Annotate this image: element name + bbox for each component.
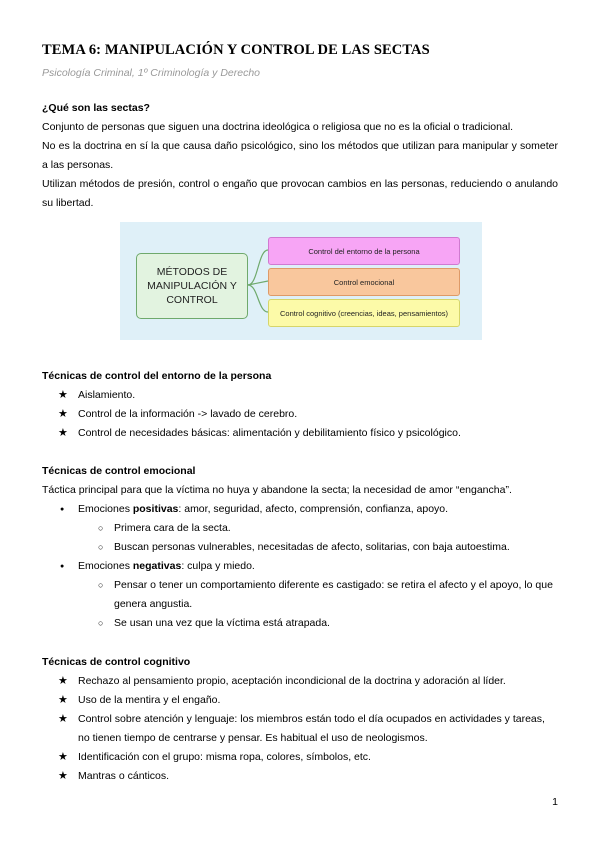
page-subtitle: Psicología Criminal, 1º Criminología y Derecho (42, 67, 261, 79)
sub-item: ○ Pensar o tener un comportamiento diferente es castigado: se retira el afecto y el apoyo, lo que genera angustia. (42, 576, 558, 614)
connector-line (248, 285, 268, 312)
list-item: ★ Aislamiento. (42, 386, 558, 405)
emocional-section (42, 462, 558, 633)
intro-paragraph: Conjunto de personas que siguen una doctrina ideológica o religiosa que no es la oficial o tradicional. (42, 121, 514, 133)
cognitivo-list (42, 672, 558, 786)
list-item: ★ Uso de la mentira y el engaño. (42, 691, 558, 710)
emocional-list (42, 500, 558, 633)
list-item: ★ Control sobre atención y lenguaje: los miembros están todo el día ocupados en actividades y tareas, no tienen tiempo de centrarse y pensar. Es habitual el uso de neologismos. (42, 710, 558, 748)
item-emphasis: negativas (132, 560, 182, 572)
emocional-intro: Táctica principal para que la víctima no huya y abandone la secta; la necesidad de amor “engancha”. (42, 484, 512, 496)
diagram-branch-cognitivo: Control cognitivo (creencias, ideas, pensamientos) (268, 299, 460, 327)
intro-section (42, 99, 558, 213)
sub-item: ○ Buscan personas vulnerables, necesitadas de afecto, solitarias, con baja autoestima. (42, 538, 558, 557)
intro-heading: ¿Qué son las sectas? (42, 102, 150, 114)
sub-item: ○ Primera cara de la secta. (42, 519, 558, 538)
list-item: ★ Control de la información -> lavado de cerebro. (42, 405, 558, 424)
item-text: : amor, seguridad, afecto, comprensión, confianza, apoyo. (178, 503, 449, 515)
entorno-section (42, 367, 558, 443)
item-text: Emociones (78, 560, 133, 572)
item-emphasis: positivas (132, 503, 179, 515)
sub-item: ○ Se usan una vez que la víctima está atrapada. (42, 614, 558, 633)
page-title: TEMA 6: MANIPULACIÓN Y CONTROL DE LAS SECTAS (42, 42, 430, 58)
intro-paragraph: No es la doctrina en sí la que causa daño psicológico, sino los métodos que utilizan para manipular y someter a las personas. (42, 140, 558, 171)
diagram-main-node: MÉTODOS DE MANIPULACIÓN Y CONTROL (136, 253, 248, 319)
diagram-branch-emocional: Control emocional (268, 268, 460, 296)
connector-line (248, 250, 268, 285)
list-item: ★ Identificación con el grupo: misma ropa, colores, símbolos, etc. (42, 748, 558, 767)
item-text: : culpa y miedo. (181, 560, 255, 572)
list-item: ★ Rechazo al pensamiento propio, aceptación incondicional de la doctrina y adoración al líder. (42, 672, 558, 691)
methods-diagram (120, 222, 482, 340)
entorno-heading: Técnicas de control del entorno de la persona (42, 370, 272, 382)
cognitivo-section (42, 653, 558, 786)
sublist (42, 519, 558, 557)
entorno-list (42, 386, 558, 443)
cognitivo-heading: Técnicas de control cognitivo (42, 656, 191, 668)
list-item-positivas (42, 500, 558, 557)
list-item: ★ Mantras o cánticos. (42, 767, 558, 786)
intro-paragraph: Utilizan métodos de presión, control o engaño que provocan cambios en las personas, reduciendo o anulando su libertad. (42, 178, 558, 209)
list-item: ★ Control de necesidades básicas: alimentación y debilitamiento físico y psicológico. (42, 424, 558, 443)
page-number: 1 (552, 796, 558, 808)
emocional-heading: Técnicas de control emocional (42, 465, 196, 477)
item-text: Emociones (78, 503, 133, 515)
list-item-negativas (42, 557, 558, 633)
diagram-branch-entorno: Control del entorno de la persona (268, 237, 460, 265)
sublist (42, 576, 558, 633)
